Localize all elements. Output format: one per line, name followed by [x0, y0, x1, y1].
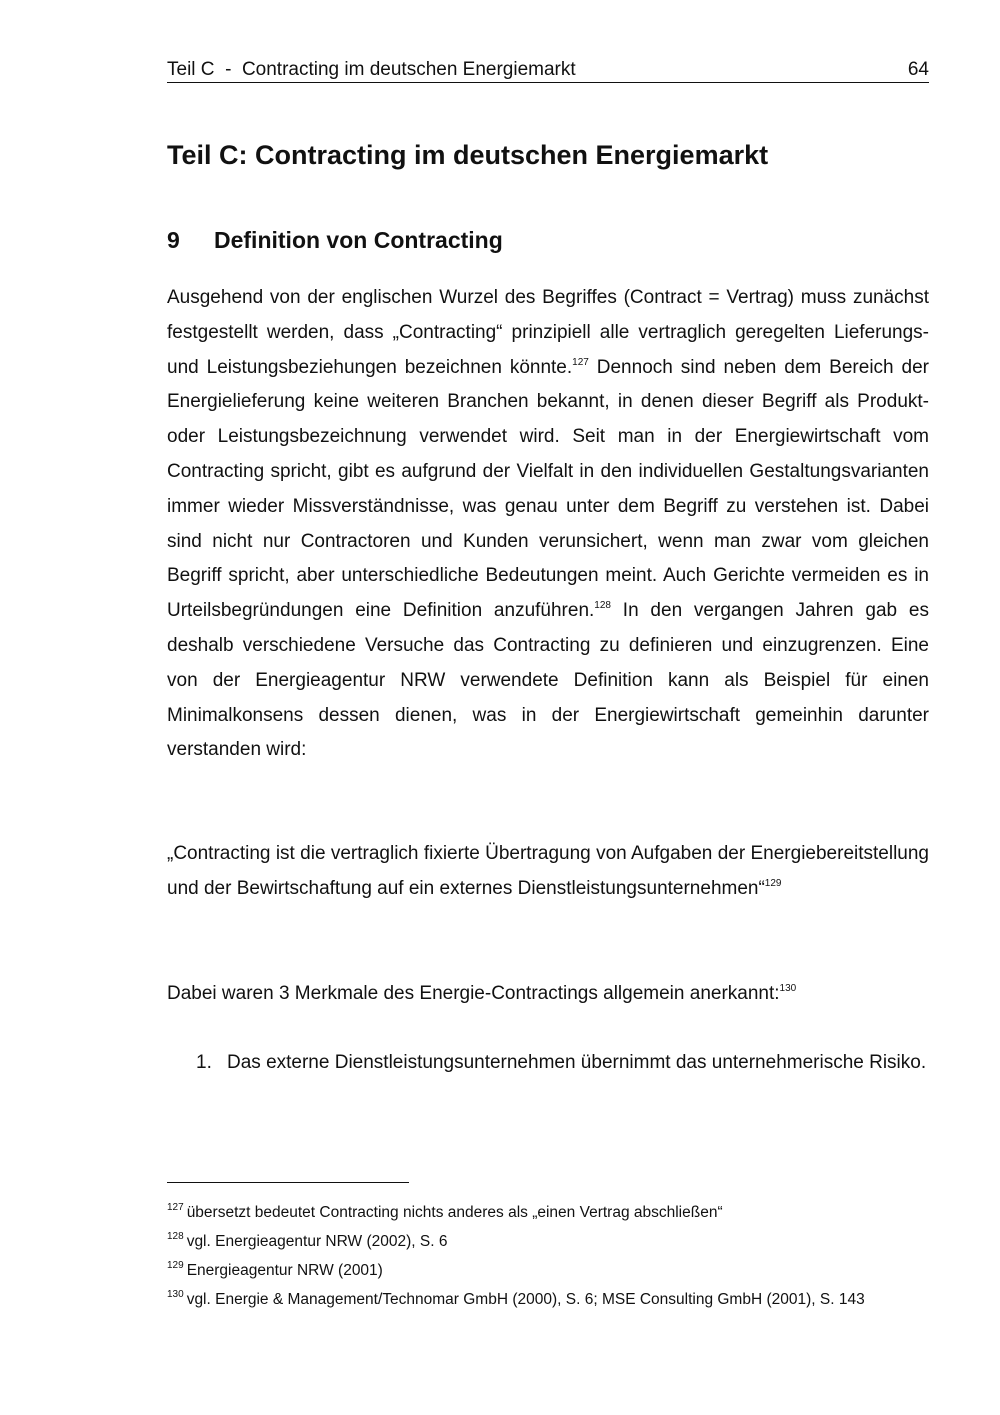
section-title: Definition von Contracting — [214, 227, 503, 253]
merkmale-intro — [167, 977, 929, 1012]
page-number: 64 — [907, 59, 929, 80]
paragraph-text: Dennoch sind neben dem Bereich der Energielieferung keine weiteren Branchen bekannt, in denen dieser Begriff als Produkt- oder Leistungsbezeichnung verwendet wird. Seit man in der Energiewirtschaft vom Contracting spricht, gibt es aufgrund der Vielfalt in den individuellen Gestaltungsvarianten immer wieder Missverständnisse, was genau unter dem Begriff zu verstehen ist. Dabei sind nicht nur Contractoren und Kunden verunsichert, wenn man zwar vom gleichen Begriff spricht, aber unterschiedliche Bedeutungen meint. Auch Gerichte vermeiden es in Urteilsbegründungen eine Definition anzuführen. — [167, 356, 929, 622]
footnote-ref: 127 — [572, 356, 589, 368]
footnote — [167, 1256, 937, 1285]
section-number: 9 — [167, 227, 180, 253]
footnote-text: vgl. Energie & Management/Technomar GmbH (2000), S. 6; MSE Consulting GmbH (2001), S. 143 — [186, 1291, 865, 1308]
quote-text: „Contracting ist die vertraglich fixierte Übertragung von Aufgaben der Energiebereitstellung und der Bewirtschaftung auf ein externes Dienstleistungsunternehmen“ — [167, 843, 929, 899]
footnote-mark: 127 — [167, 1202, 184, 1213]
footnote-ref: 128 — [594, 600, 611, 612]
list-item-text: Das externe Dienstleistungsunternehmen übernimmt das unternehmerische Risiko. — [227, 1052, 927, 1073]
footnote-ref: 130 — [779, 983, 797, 994]
body-paragraph — [167, 281, 929, 768]
merkmale-text: Dabei waren 3 Merkmale des Energie-Contractings allgemein anerkannt: — [167, 983, 780, 1004]
footnote-ref: 129 — [764, 877, 782, 889]
footnote-text: übersetzt bedeutet Contracting nichts anderes als „einen Vertrag abschließen“ — [186, 1204, 723, 1221]
list-item — [196, 1046, 929, 1081]
section-heading — [167, 225, 503, 255]
footnote — [167, 1198, 937, 1227]
footnote — [167, 1285, 937, 1314]
definition-quote — [167, 837, 929, 907]
footnote-mark: 129 — [167, 1260, 184, 1271]
paragraph-text: Ausgehend von der englischen Wurzel des Begriffes (Contract = Vertrag) muss zunächst festgestellt werden, dass „Contracting“ prinzipiell alle vertraglich geregelten Lieferungs- und Leistungsbeziehungen bezeichnen könnte. — [167, 287, 929, 378]
paragraph-text: In den vergangen Jahren gab es deshalb verschiedene Versuche das Contracting zu definieren und einzugrenzen. Eine von der Energieagentur NRW verwendete Definition kann als Beispiel für einen Minimalkonsens dessen dienen, was in der Energiewirtschaft gemeinhin darunter verstanden wird: — [167, 600, 929, 761]
footnote-text: vgl. Energieagentur NRW (2002), S. 6 — [186, 1233, 448, 1250]
footnote-mark: 128 — [167, 1231, 184, 1242]
running-header — [167, 58, 929, 83]
footnote-divider — [167, 1182, 409, 1183]
footnotes — [167, 1198, 937, 1314]
chapter-title: Teil C: Contracting im deutschen Energiemarkt — [167, 140, 769, 170]
list-item-number: 1. — [196, 1052, 212, 1073]
footnote — [167, 1227, 937, 1256]
footnote-text: Energieagentur NRW (2001) — [186, 1262, 383, 1279]
footnote-mark: 130 — [167, 1289, 184, 1300]
running-header-title: Teil C - Contracting im deutschen Energiemarkt — [167, 59, 576, 80]
